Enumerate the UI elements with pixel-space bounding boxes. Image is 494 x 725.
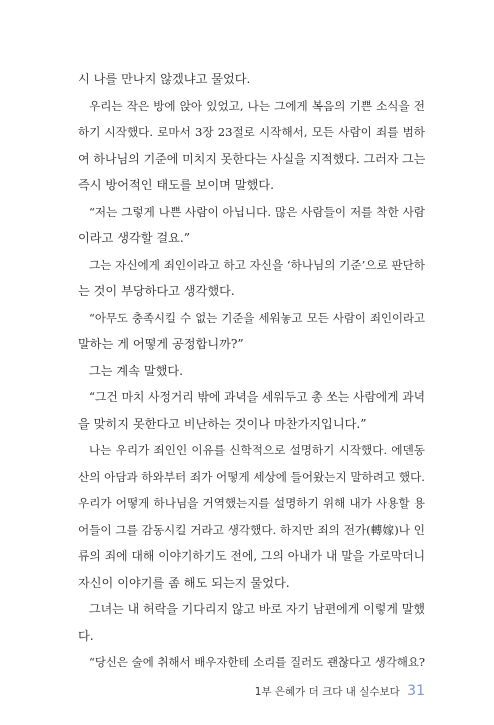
text-line: 시 나를 만나지 않겠냐고 물었다.	[78, 72, 251, 86]
text-line: 자신이 이야기를 좀 해도 되는지 물었다.	[78, 575, 290, 590]
text-line: 산의 아담과 하와부터 죄가 어떻게 세상에 들어왔는지 말하려고 했다.	[78, 469, 425, 484]
text-line: 그녀는 내 허락을 기다리지 않고 바로 자기 남편에게 이렇게 말했	[89, 602, 425, 616]
text-line: 즉시 방어적인 태도를 보이며 말했다.	[78, 178, 274, 192]
text-line: 그는 계속 말했다.	[89, 363, 184, 378]
text-line: “저는 그렇게 나쁜 사람이 아닙니다. 많은 사람들이 저를 착한 사람	[89, 204, 425, 219]
page-footer	[0, 683, 425, 699]
text-line: 나는 우리가 죄인인 이유를 신학적으로 설명하기 시작했다. 에덴동	[89, 443, 425, 457]
text-line: 이라고 생각할 걸요.”	[78, 231, 191, 245]
text-line: 을 맞히지 못한다고 비난하는 것이나 마찬가지입니다.”	[78, 416, 367, 431]
page-number: 31	[407, 683, 425, 699]
text-line: 어들이 그를 감동시킬 거라고 생각했다. 하지만 죄의 전가(轉嫁)나 인	[78, 522, 425, 537]
text-line: “그건 마치 사정거리 밖에 과녁을 세워두고 총 쏘는 사람에게 과녁	[89, 390, 426, 404]
text-line: 는 것이 부당하다고 생각했다.	[78, 284, 235, 298]
text-line: 여 하나님의 기준에 미치지 못한다는 사실을 지적했다. 그러자 그는	[78, 151, 426, 166]
text-line: 류의 죄에 대해 이야기하기도 전에, 그의 아내가 내 말을 가로막더니	[78, 549, 425, 563]
text-line: 우리가 어떻게 하나님을 거역했는지를 설명하기 위해 내가 사용할 용	[78, 496, 425, 510]
text-line: 그는 자신에게 죄인이라고 하고 자신을 ‘하나님의 기준’으로 판단하	[89, 257, 425, 272]
body-text	[78, 66, 425, 676]
text-line: “당신은 술에 취해서 배우자한테 소리를 질러도 괜찮다고 생각해요?	[89, 655, 425, 669]
text-line: 다.	[78, 628, 94, 643]
text-line: 말하는 게 어떻게 공정합니까?”	[78, 337, 244, 351]
text-line: “아무도 충족시킬 수 없는 기준을 세워놓고 모든 사람이 죄인이라고	[89, 310, 425, 325]
running-title: 1부 은혜가 더 크다 내 실수보다	[254, 686, 400, 698]
text-line: 우리는 작은 방에 앉아 있었고, 나는 그에게 복음의 기쁜 소식을 전	[89, 98, 425, 113]
text-line: 하기 시작했다. 로마서 3장 23절로 시작해서, 모든 사람이 죄를 범하	[78, 125, 425, 139]
